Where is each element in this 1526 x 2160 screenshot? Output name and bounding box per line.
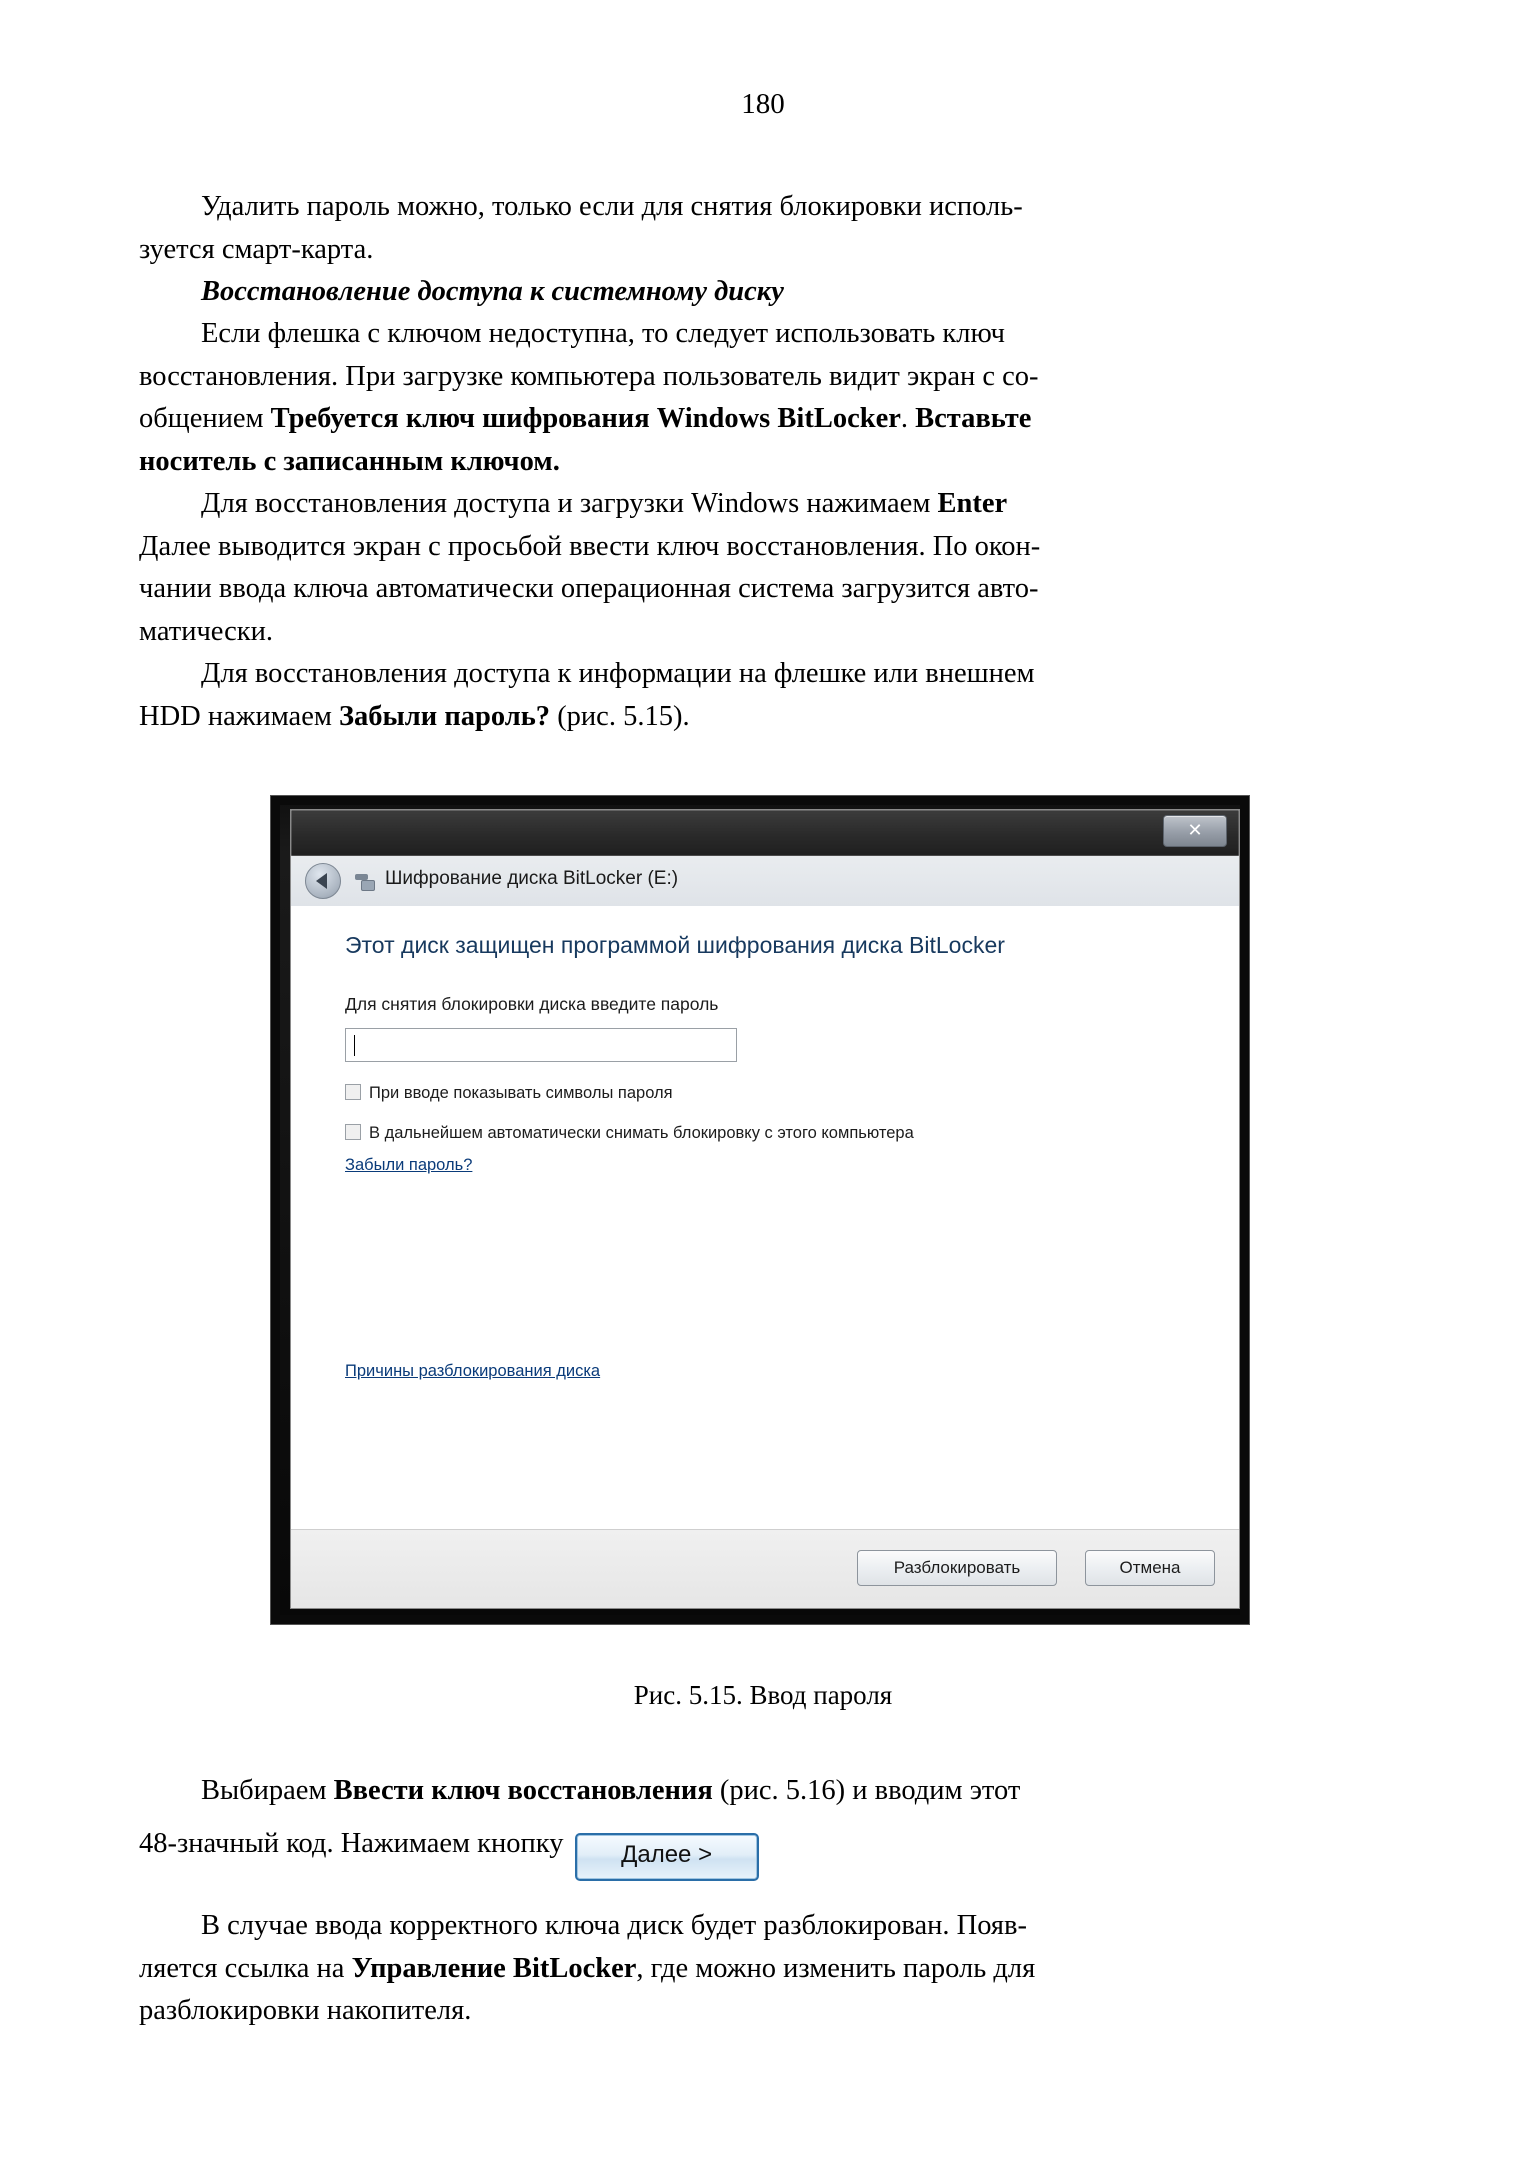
bitlocker-key-icon — [353, 869, 375, 891]
p6-line2-post: , где можно изменить пароль для — [636, 1952, 1036, 1984]
p2-line3-bold: Требуется ключ шифрования Windows BitLocker — [270, 403, 901, 434]
p1-line1: Удалить пароль можно, только если для снятия блокировки исполь- — [201, 191, 1023, 222]
checkbox-auto-unlock-row[interactable] — [345, 1124, 914, 1143]
p3-line4: матически. — [139, 615, 274, 647]
unlock-button[interactable]: Разблокировать — [857, 1550, 1057, 1586]
subheading-block — [139, 271, 1382, 314]
link-forgot-password[interactable]: Забыли пароль? — [345, 1156, 473, 1174]
paragraph-3 — [139, 483, 1382, 653]
p6-line2-pre: ляется ссылка на — [139, 1952, 352, 1984]
dialog-footer — [291, 1529, 1239, 1608]
checkbox-show-characters[interactable] — [345, 1084, 361, 1100]
screenshot-frame — [270, 795, 1250, 1625]
close-icon[interactable]: ✕ — [1163, 815, 1227, 847]
p4-line2-post: (рис. 5.15). — [550, 700, 690, 732]
bitlocker-dialog — [290, 809, 1240, 1609]
dialog-title: Шифрование диска BitLocker (E:) — [385, 868, 679, 889]
p2-line1: Если флешка с ключом недоступна, то следует использовать ключ — [201, 318, 1006, 349]
figure-bitlocker-screenshot — [270, 795, 1250, 1625]
back-arrow-glyph — [316, 873, 327, 889]
text-caret — [354, 1035, 355, 1056]
checkbox-show-characters-label: При вводе показывать символы пароля — [369, 1084, 673, 1102]
dialog-heading: Этот диск защищен программой шифрования диска BitLocker — [345, 932, 1005, 958]
link-unlock-reasons[interactable]: Причины разблокирования диска — [345, 1362, 601, 1380]
dialog-body — [291, 906, 1239, 1530]
p3-line3: чании ввода ключа автоматически операционная система загрузится авто- — [139, 573, 1039, 604]
figure-caption: Рис. 5.15. Ввод пароля — [633, 1680, 893, 1710]
password-label: Для снятия блокировки диска введите пароль — [345, 994, 719, 1014]
p1-line2: зуется смарт-карта. — [139, 233, 374, 265]
screenshot-background — [280, 805, 1240, 1615]
p6-line3: разблокировки накопителя. — [139, 1995, 472, 2026]
p6-line1: В случае ввода корректного ключа диск будет разблокирован. Появ- — [201, 1910, 1027, 1941]
p4-line2-bold: Забыли пароль? — [339, 700, 551, 732]
cancel-button[interactable]: Отмена — [1085, 1550, 1215, 1586]
checkbox-show-characters-row[interactable] — [345, 1084, 673, 1103]
p2-line2: восстановления. При загрузке компьютера пользователь видит экран с со- — [139, 360, 1039, 392]
p2-line4-bold: носитель с записанным ключом. — [139, 445, 560, 477]
paragraph-4 — [139, 653, 1382, 738]
paragraph-6 — [139, 1905, 1382, 2033]
p4-line1: Для восстановления доступа к информации на флешке или внешнем — [201, 658, 1035, 689]
paragraph-1 — [139, 186, 1382, 271]
checkbox-auto-unlock-label: В дальнейшем автоматически снимать блокировку с этого компьютера — [369, 1124, 914, 1142]
p3-line1-pre: Для восстановления доступа и загрузки Windows нажимаем — [201, 488, 938, 519]
p2-line3-pre: общением — [139, 403, 271, 434]
p5-line2-pre: 48-значный код. Нажимаем кнопку — [139, 1827, 571, 1859]
dialog-nav-row — [291, 856, 1239, 907]
p6-line2-bold: Управление BitLocker — [351, 1952, 637, 1984]
p2-line3-post: . — [900, 403, 916, 434]
p5-bold: Ввести ключ восстановления — [333, 1775, 713, 1806]
back-icon[interactable] — [305, 863, 341, 899]
p2-line3-bold2: Вставьте — [915, 403, 1032, 434]
paragraph-2 — [139, 313, 1382, 483]
subheading: Восстановление доступа к системному диску — [201, 276, 784, 307]
page-number: 180 — [741, 88, 785, 120]
p4-line2-pre: HDD нажимаем — [139, 700, 340, 732]
next-button[interactable]: Далее > — [575, 1833, 759, 1881]
dialog-titlebar — [291, 810, 1239, 856]
checkbox-auto-unlock[interactable] — [345, 1124, 361, 1140]
p5-pre: Выбираем — [201, 1775, 334, 1806]
p3-line2: Далее выводится экран с просьбой ввести ключ восстановления. По окон- — [139, 530, 1041, 562]
p5-post: (рис. 5.16) и вводим этот — [712, 1775, 1021, 1806]
p3-line1-bold: Enter — [937, 488, 1008, 519]
paragraph-5 — [139, 1770, 1382, 1881]
password-input[interactable] — [345, 1028, 737, 1062]
